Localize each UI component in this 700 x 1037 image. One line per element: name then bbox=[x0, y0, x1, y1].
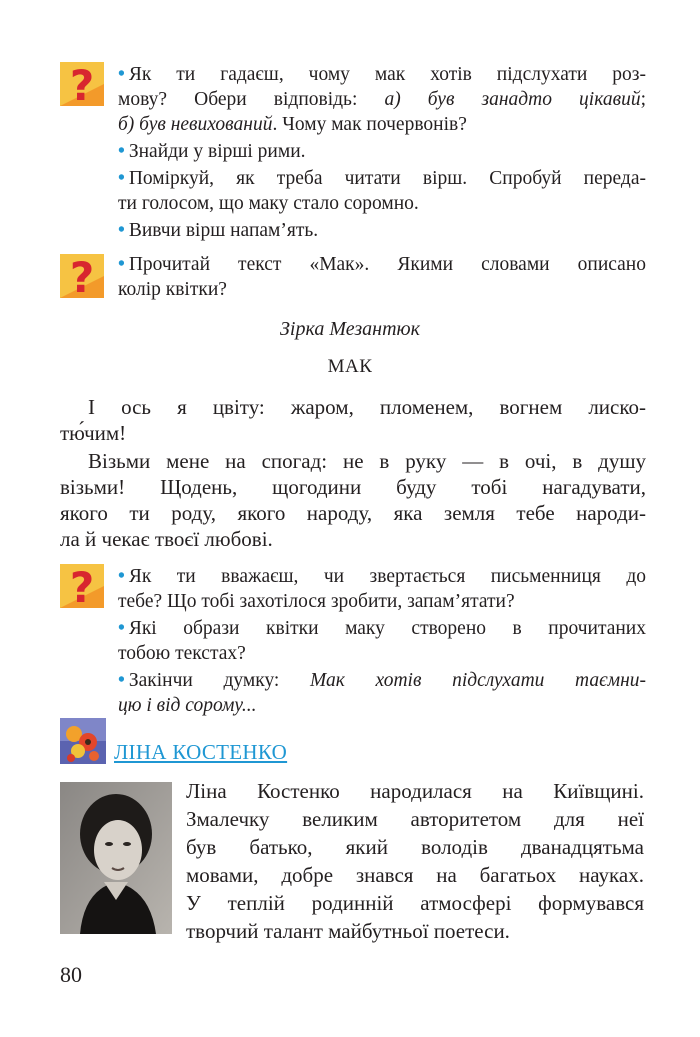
poem-line: візьми! Щодень, щогодини буду тобі нагадувати, bbox=[60, 475, 646, 499]
question-text: тобою текстах? bbox=[118, 643, 246, 664]
bullet-icon: • bbox=[118, 168, 125, 189]
biography-text bbox=[186, 777, 644, 945]
svg-text:?: ? bbox=[69, 564, 95, 608]
question-text: ти голосом, що маку стало соромно. bbox=[118, 193, 419, 214]
question-text: тебе? Що тобі захотілося зробити, запам’ятати? bbox=[118, 591, 515, 612]
question-line bbox=[118, 218, 646, 243]
question-text: Прочитай текст «Мак». Якими словами описано bbox=[128, 254, 646, 275]
question-text: Знайди у вірші рими. bbox=[128, 141, 306, 162]
question-line bbox=[118, 139, 646, 164]
bullet-icon: • bbox=[118, 220, 125, 241]
bio-line: Ліна Костенко народилася на Київщині. bbox=[186, 779, 644, 803]
svg-text:?: ? bbox=[69, 254, 95, 298]
question-line bbox=[118, 112, 646, 137]
poem-line: тю́чим! bbox=[60, 421, 127, 445]
question-line bbox=[118, 191, 646, 216]
question-line bbox=[118, 166, 646, 191]
question-line bbox=[118, 252, 646, 277]
question-mark-icon bbox=[60, 254, 104, 298]
question-mark-icon bbox=[60, 564, 104, 608]
bullet-icon: • bbox=[118, 254, 125, 275]
question-italic-text: Мак хотів підслухати таємни- bbox=[310, 670, 646, 691]
poem-title: МАК bbox=[327, 356, 373, 377]
poem-line: ла й чекає твоєї любові. bbox=[60, 527, 273, 551]
question-line bbox=[118, 641, 646, 666]
poem-line: І ось я цвіту: жаром, пломенем, вогнем лиско- bbox=[88, 395, 646, 419]
bio-line: Змалечку великим авторитетом для неї bbox=[186, 807, 644, 831]
question-line bbox=[118, 668, 646, 693]
bullet-icon: • bbox=[118, 566, 125, 587]
bio-line: був батько, який володів дванадцятьма bbox=[186, 835, 644, 859]
bullet-icon: • bbox=[118, 618, 125, 639]
bullet-icon: • bbox=[118, 141, 125, 162]
bio-line: У теплій родинній атмосфері формувався bbox=[186, 891, 644, 915]
poem-author: Зірка Мезантюк bbox=[280, 318, 420, 340]
question-text: мову? Обери відповідь: bbox=[118, 89, 385, 110]
question-line: цю і від сорому... bbox=[118, 695, 257, 716]
question-text: Як ти вважаєш, чи звертається письменниця до bbox=[128, 566, 646, 587]
question-block-2 bbox=[60, 252, 646, 302]
svg-text:?: ? bbox=[69, 62, 95, 106]
section-title-link[interactable]: ЛІНА КОСТЕНКО bbox=[114, 740, 288, 764]
question-line bbox=[118, 616, 646, 641]
question-text: . Чому мак почервонів? bbox=[272, 114, 467, 135]
bullet-icon: • bbox=[118, 64, 125, 85]
question-text: Закінчи думку: bbox=[128, 670, 311, 691]
bio-line: мовами, добре знався на багатьох науках. bbox=[186, 863, 644, 887]
question-text: Вивчи вірш напам’ять. bbox=[128, 220, 319, 241]
page-number: 80 bbox=[60, 962, 82, 987]
punctuation: ; bbox=[640, 89, 646, 110]
question-text: колір квітки? bbox=[118, 279, 227, 300]
flower-icon bbox=[60, 718, 106, 764]
bio-line: творчий талант майбутньої поетеси. bbox=[186, 919, 510, 943]
question-text: Поміркуй, як треба читати вірш. Спробуй переда- bbox=[128, 168, 646, 189]
bullet-icon: • bbox=[118, 670, 125, 691]
poem-text bbox=[60, 392, 646, 552]
question-block-3 bbox=[60, 562, 646, 718]
portrait-image bbox=[60, 782, 172, 934]
section-heading bbox=[60, 718, 460, 766]
question-line bbox=[118, 87, 646, 112]
answer-option-a: а) був занадто цікавий bbox=[384, 89, 641, 110]
question-line bbox=[118, 589, 646, 614]
poem-line: Візьми мене на спогад: не в руку — в очі, в душу bbox=[88, 449, 646, 473]
question-line bbox=[118, 62, 646, 87]
poem-line: якого ти роду, якого народу, яка земля тебе народи- bbox=[60, 501, 646, 525]
answer-option-b: б) був невихований bbox=[118, 114, 273, 135]
question-line bbox=[118, 277, 646, 302]
question-text: Як ти гадаєш, чому мак хотів підслухати роз- bbox=[128, 64, 646, 85]
question-block-1 bbox=[60, 60, 646, 243]
question-text: Які образи квітки маку створено в прочитаних bbox=[128, 618, 646, 639]
question-mark-icon bbox=[60, 62, 104, 106]
question-line bbox=[118, 564, 646, 589]
